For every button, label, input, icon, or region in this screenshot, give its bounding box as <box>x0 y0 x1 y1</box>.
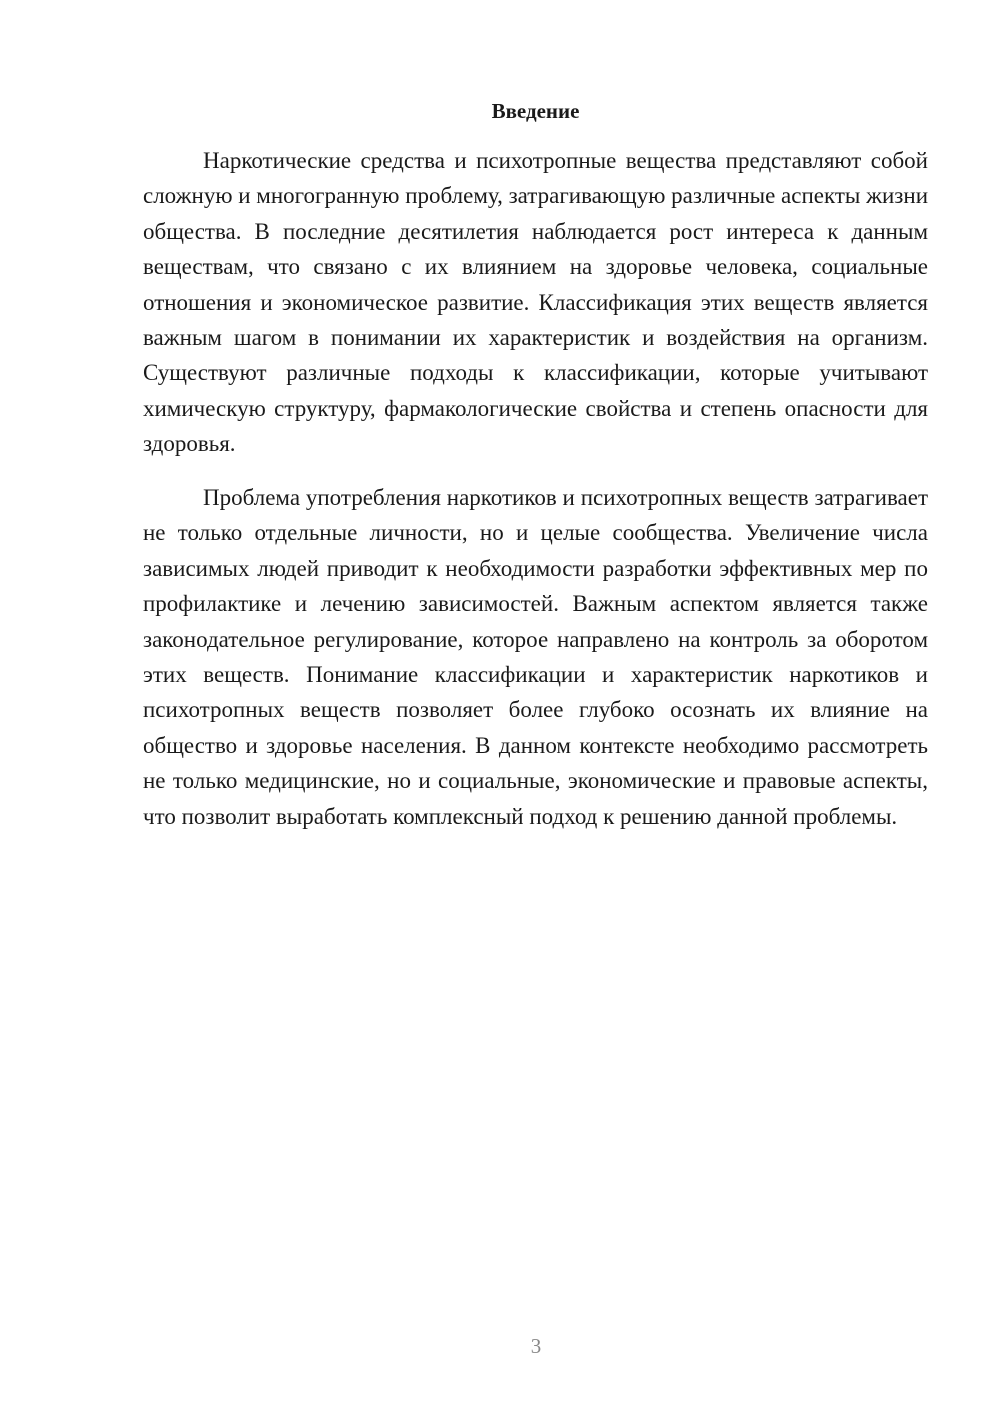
paragraph-1: Наркотические средства и психотропные вещества представляют собой сложную и многогранную проблему, затрагивающую различные аспекты жизни общества. В последние десятилетия наблюдается рост интереса к данным веществам, что связано с их влиянием на здоровье человека, социальные отношения и экономическое развитие. Классификация этих веществ является важным шагом в понимании их характеристик и воздействия на организм. Существуют различные подходы к классификации, которые учитывают химическую структуру, фармакологические свойства и степень опасности для здоровья. <box>143 148 928 457</box>
page-number: 3 <box>530 1334 542 1358</box>
page-title: Введение <box>491 99 580 123</box>
paragraph-2: Проблема употребления наркотиков и психотропных веществ затрагивает не только отдельные личности, но и целые сообщества. Увеличение числа зависимых людей приводит к необходимости разработки эффективных мер по профилактике и лечению зависимостей. Важным аспектом является также законодательное регулирование, которое направлено на контроль за оборотом этих веществ. Понимание классификации и характеристик наркотиков и психотропных веществ позволяет более глубоко осознать их влияние на общество и здоровье населения. В данном контексте необходимо рассмотреть не только медицинские, но и социальные, экономические и правовые аспекты, что позволит выработать комплексный подход к решению данной проблемы. <box>143 485 928 829</box>
